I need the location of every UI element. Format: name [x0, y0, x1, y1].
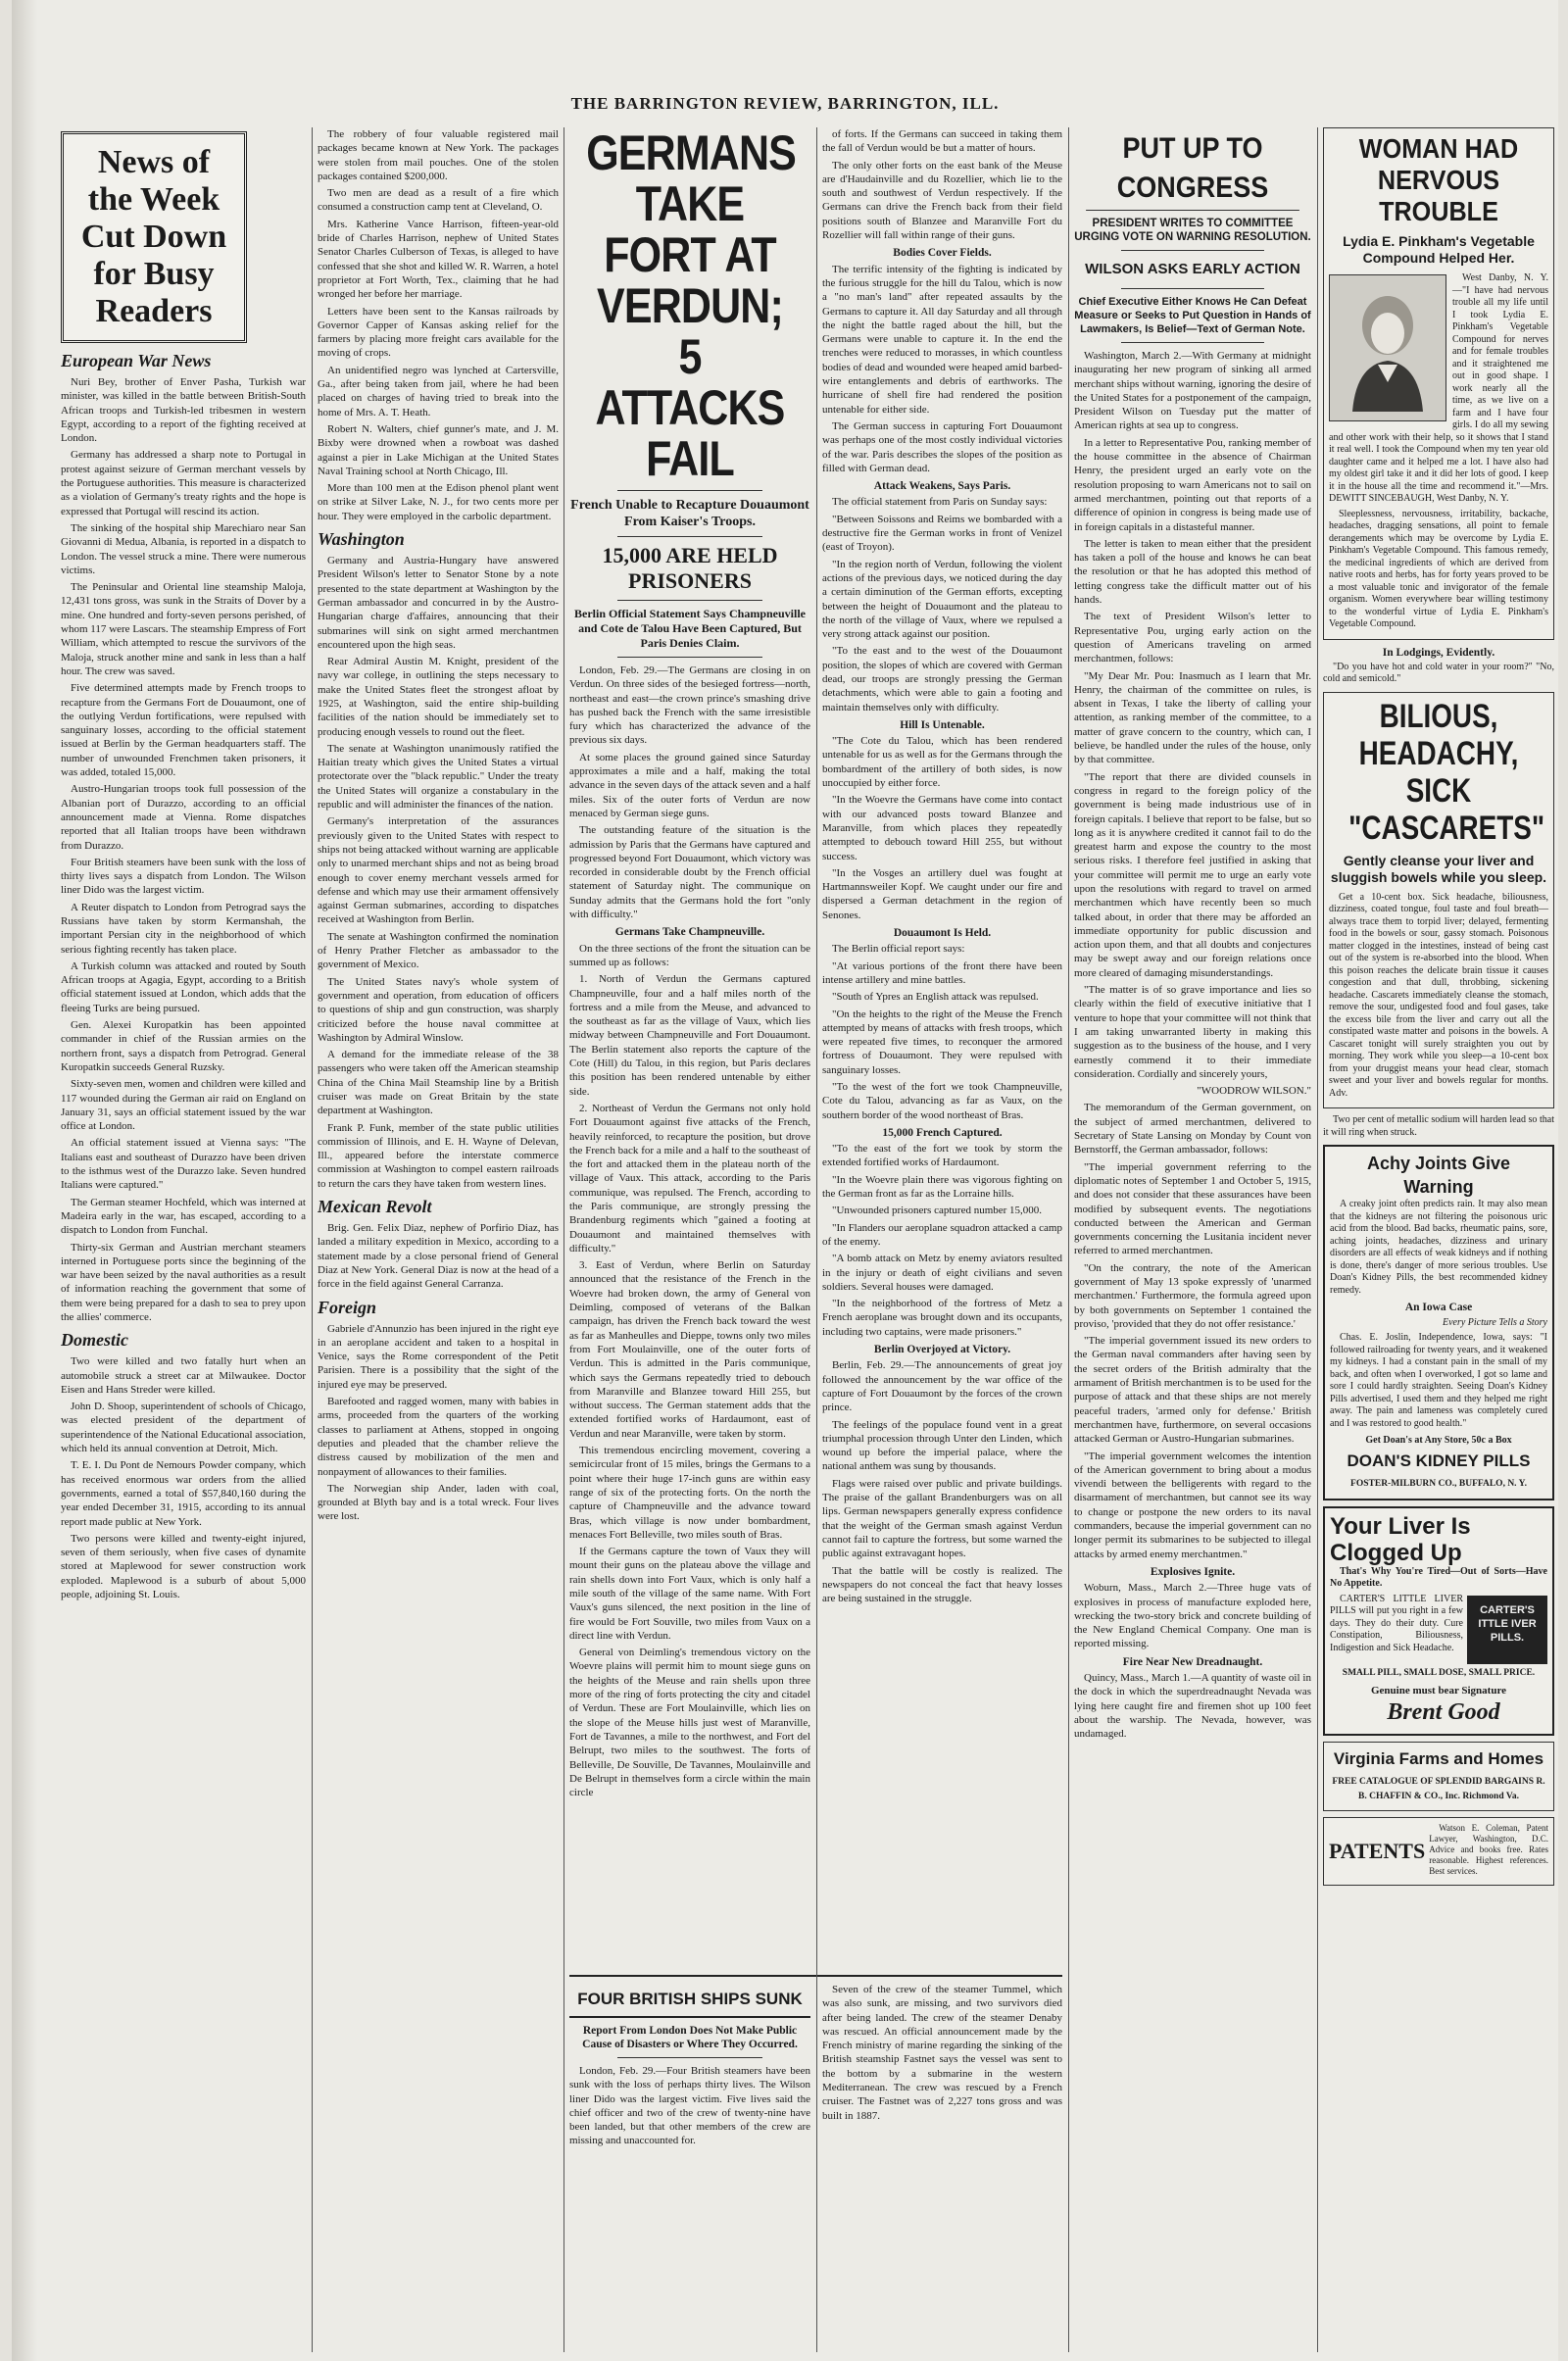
portrait-illustration [1329, 274, 1446, 421]
article-paragraph: "The matter is of so grave importance and lies so clearly within the field of executive initiative that I venture to hope that your committee will not think that I am taking unwarranted liberty in making this suggestion as to the business of the house, and I very earnestly commend it to their immediate consideration. Cordially and sincerely yours, [1074, 984, 1311, 1080]
article-paragraph: Seven of the crew of the steamer Tummel, which was also sunk, are missing, and two survivors died after being landed. The crew of the steamer Denaby was rescued. An official announcement made by the French ministry of marine regarding the sinking of the British steamship Fastnet says the vessel was sent to the bottom by a submarine in the western Mediterranean. The crew was rescued by a French cruiser. The Fastnet was of 2,227 tons gross and was built in 1887. [822, 1984, 1062, 2122]
divider [617, 2057, 762, 2058]
news-item: Rear Admiral Austin M. Knight, president of the navy war college, in outlining the steps necessary to make the United States fleet the strongest afloat by 1925, at Washington, said the entire ship-building facilities of the nation should be immediately set to producing enough vessels to round out the fleet. [318, 656, 559, 738]
article-paragraph: London, Feb. 29.—The Germans are closing in on Verdun. On three sides of the besieged fortress—north, northeast and east—the crown prince's smashing drive has pushed back the French with the same irresistible fury which has characterized the advance of the previous six days. [569, 664, 810, 747]
news-item: T. E. I. Du Pont de Nemours Powder company, which has received enormous war orders from the allied governments, earned a total of $57,840,160 during the year ended December 31, 1915, according to its annual report made public at New York. [61, 1459, 306, 1528]
deck: French Unable to Recapture Douaumont From Kaiser's Troops. [570, 498, 809, 529]
news-item: A demand for the immediate release of the 38 passengers who were taken off the American steamship China of the China Mail Steamship line by a British cruiser was made on Great Britain by the state department at Washington. [318, 1049, 559, 1117]
ad-subline: That's Why You're Tired—Out of Sorts—Have No Appetite. [1330, 1565, 1547, 1590]
ad-signature-label: Genuine must bear Signature [1370, 1684, 1507, 1697]
column-rule [1068, 127, 1069, 2352]
divider [617, 490, 762, 491]
ad-headline: PATENTS [1329, 1838, 1426, 1863]
section-heading: European War News [61, 351, 212, 370]
divider [617, 536, 762, 537]
article-paragraph: This tremendous encircling movement, covering a semicircular front of 15 miles, brings the Germans to a point where their huge 17-inch guns are within easy range of six of the protecting forts. On the north the capture of Champneuville and the advance toward Bras, which village is now under bombardment, menaces Fort Belleville, two miles south of Bras. [569, 1445, 810, 1541]
news-item: Brig. Gen. Felix Diaz, nephew of Porfirio Diaz, has landed a military expedition in Mexico, according to a statement made by a close personal friend of General Diaz at New York. General Diaz is now at the head of a force in the field against General Carranza. [318, 1222, 559, 1291]
news-item: The United States navy's whole system of government and operation, from education of officers to questions of ship and gun construction, was sharply criticized before the house naval committee at Washington by Admiral Winslow. [318, 975, 559, 1044]
article-paragraph: On the three sections of the front the situation can be summed up as follows: [569, 942, 810, 968]
article-paragraph: "The imperial government issued its new orders to the German naval commanders after having seen by the secret orders of the British admiralty that the armament of British merchantmen is to be used for the purpose of attack and that these ships are not merely peaceful traders, 'armed only for defense.' British merchantmen have, furthermore, on several occasions attacked German or Austro-Hungarian submarines. [1074, 1335, 1311, 1446]
signature-line: "WOODROW WILSON." [1197, 1085, 1311, 1098]
news-item: Mrs. Katherine Vance Harrison, fifteen-year-old bride of Charles Harrison, nephew of United States Senator Charles Culberson of Texas, is alleged to have confessed that she shot and killed W. R. Warren, a hotel proprietor at Fort Worth, Tex., claiming that he had wronged her before her marriage. [318, 218, 559, 301]
article-paragraph: "At various portions of the front there have been intense artillery and mine battles. [822, 959, 1062, 986]
ad-patents [1323, 1817, 1554, 1886]
news-item: A Reuter dispatch to London from Petrograd says the Russians have taken by storm Kermanshah, the important Persian city in the neighborhood of which serious fighting recently has taken place. [61, 901, 306, 956]
article-paragraph: "To the west of the fort we took Champneuville, Cote du Talou, advancing as far as Vaux, on the southern border of the wood northeast of Bras. [822, 1081, 1062, 1121]
article-paragraph: "My Dear Mr. Pou: Inasmuch as I learn that Mr. Henry, the chairman of the committee on rules, is absent in Texas, I take the liberty of calling your attention, as ranking member of the committee, to a matter of grave concern to the country, which can, I believe, be handled under the rules of the house, only by that committee. [1074, 669, 1311, 766]
subheading: 15,000 French Captured. [882, 1126, 1003, 1139]
article-paragraph: "In the Woevre plain there was vigorous fighting on the German front as far as the Lorraine hills. [822, 1173, 1062, 1201]
article-paragraph: Washington, March 2.—With Germany at midnight inaugurating her new program of sinking all armed merchant ships without warning, ignoring the desire of the United States for a postponement of the campaign, President Wilson on Tuesday put the matter of American rights at sea up to congress. [1074, 350, 1311, 432]
article-paragraph: "In the Vosges an artillery duel was fought at Hartmannsweiler Kopf. We caught under our fire and dispersed a German detachment in the region of Senones. [822, 866, 1062, 921]
news-item: More than 100 men at the Edison phenol plant went on strike at Silver Lake, N. J., for two cents more per hour. They were employed in the carbolic department. [318, 482, 559, 522]
article-paragraph: "A bomb attack on Metz by enemy aviators resulted in the injury or death of eight civilians and seven soldiers. Several houses were damaged. [822, 1253, 1062, 1293]
article-paragraph: "South of Ypres an English attack was repulsed. [832, 991, 1039, 1004]
ad-body: West Danby, N. Y.—"I have had nervous trouble all my life until I took Lydia E. Pinkham's Vegetable Compound for nerves and for female troubles and it straightened me out in good shape. I work nearly all the time, as we live on a farm and I have four girls. I do all my sewing and other work with their help, so it shows that I stand it real well. I took the Compound when my ten year old daughter came and it helped me a lot. I have also had my oldest girl take it and it did her lots of good. I keep it in the house all the time and recommend it."—Mrs. DEWITT SINCEBAUGH, West Danby, N. Y. [1329, 272, 1548, 504]
filler-text: "Do you have hot and cold water in your room?" "No, cold and semicold." [1323, 661, 1554, 685]
column-rule [1317, 127, 1318, 2352]
column-2 [318, 127, 559, 2352]
news-item: Gabriele d'Annunzio has been injured in the right eye in an aeroplane accident and taken to a hospital in Venice, says the Rome correspondent of the Petit Parisien. There is a possibility that the sight of the injured eye may be preserved. [318, 1322, 559, 1391]
article-paragraph: 2. Northeast of Verdun the Germans not only hold Fort Douaumont against five attacks of the French, heavily reinforced, to recapture the position, but drove the French back for a mile and a half to the southeast of the fort and attacked them in the plateau north of the village of Vaux. This attack, according to the Paris communique, was repulsed. The French, according to the Paris communique, are strongly pressing the Brandenburg regiments which "gained a footing at Douaumont and maintained themselves with difficulty." [569, 1102, 810, 1254]
article-paragraph: The official statement from Paris on Sunday says: [832, 496, 1048, 509]
article-paragraph: The feelings of the populace found vent in a great triumphal procession through Unter den Linden, which wound up before the imperial palace, where the national anthem was sung by thousands. [822, 1418, 1062, 1473]
article-paragraph: "Unwounded prisoners captured number 15,000. [832, 1205, 1043, 1217]
ad-deck: Lydia E. Pinkham's Vegetable Compound Helped Her. [1343, 233, 1535, 266]
article-paragraph: The only other forts on the east bank of the Meuse are d'Haudainville and du Rozellier, which lie to the south and southwest of Verdun respectively. If the Germans can drive the French back from their field positions south of Blanzee and Maranville Fort du Rozellier will fall within range of their guns. [822, 159, 1062, 242]
ad-body: Get a 10-cent box. Sick headache, biliousness, dizziness, coated tongue, foul taste and foul breath—always trace them to torpid liver; delayed, fermenting food in the bowels or sour, gassy stomach. Poisonous matter clogged in the intestines, instead of being cast out of the system is re-absorbed into the blood. When this poison reaches the delicate brain tissue it causes congestion and that dull, throbbing, sickening headache. Cascarets immediately cleanse the stomach, remove the sour, undigested food and foul gases, take the excess bile from the liver and carry out all the constipated waste matter and poisons in the bowels. A Cascaret tonight will surely straighten you out by morning. They work while you sleep—a 10-cent box from your druggist means your head clear, stomach sweet and your liver and bowels regular for months. Adv. [1329, 891, 1548, 1099]
news-item: Letters have been sent to the Kansas railroads by Governor Capper of Kansas asking relief for the farmers by placing more freight cars available for the moving of crops. [318, 305, 559, 360]
section-heading: Domestic [61, 1330, 128, 1351]
article-paragraph: "In the neighborhood of the fortress of Metz a French aeroplane was brought down and its occupants, including two captains, were made prisoners." [822, 1298, 1062, 1338]
news-item: An unidentified negro was lynched at Cartersville, Ga., after being taken from jail, where he had been placed on charges of having tried to break into the home of Mrs. A. T. Heath. [318, 364, 559, 418]
news-item: Four British steamers have been sunk with the loss of thirty lives says a dispatch from London. The Wilson liner Dido was the largest victim. [61, 856, 306, 897]
article-paragraph: "The imperial government welcomes the intention of the American government to bring about a modus vivendi between the belligerents with regard to the disarmament of merchantmen, but cannot see its way to change or postpone the new orders to its naval commanders, because the imperial government can no longer permit its submarines to be subjected to illegal attacks by armed enemy merchantmen." [1074, 1450, 1311, 1560]
article-paragraph: The outstanding feature of the situation is the admission by Paris that the Germans have captured and progressed beyond Fort Douaumont, which victory was recorded in considerable doubt by the French official statement of Saturday night. The communique on Sunday admits that the Germans hold the fort "only with difficulty." [569, 824, 810, 921]
ad-headline: Virginia Farms and Homes [1333, 1749, 1544, 1769]
article-paragraph: In a letter to Representative Pou, ranking member of the house committee in the absence of Chairman Henry, the president urged an early vote on the resolution proposing to warn Americans not to sail on armed merchantmen, pointing out that reports of a difference of opinion in congress is being made use of in foreign capitals in a distasteful manner. [1074, 436, 1311, 533]
ad-carters [1323, 1506, 1554, 1737]
news-item: Germany and Austria-Hungary have answered President Wilson's letter to Senator Stone by a note presented to the state department at Washington by the German ambassador and concurred in by the Austro-Hungarian charge d'affaires, announcing that their submarines will sink on sight armed merchantmen encountered upon the high seas. [318, 555, 559, 651]
headline-wilson-asks: WILSON ASKS EARLY ACTION [1085, 261, 1300, 277]
ad-body: A creaky joint often predicts rain. It may also mean that the kidneys are not filtering the poisonous uric acid from the blood. Bad backs, rheumatic pains, sore, aching joints, headaches, dizziness and urinary disorders are all effects of weak kidneys and if nothing is done, there's danger of more serious troubles. Use Doan's Kidney Pills, the best recommended kidney remedy. [1330, 1199, 1547, 1296]
news-item: The sinking of the hospital ship Marechiaro near San Giovanni di Medua, Albania, is reported in a dispatch to London. The vessel struck a mine. There were numerous victims. [61, 521, 306, 576]
article-paragraph: Woburn, Mass., March 2.—Three huge vats of explosives in process of manufacture exploded here, wrecking the two-story brick and concrete building of the New England Chemical Company. One man is reported missing. [1074, 1582, 1311, 1650]
pill-box-illustration: CARTER'S ITTLE IVER PILLS. [1467, 1596, 1547, 1664]
page-fold-shadow [12, 0, 37, 2361]
news-item: Germany's interpretation of the assurances previously given to the United States with respect to ships not being attacked without warning are applicable only to unarmed merchant ships and not as being broad enough to cover enemy merchant vessels armed for defense and which may use their armament offensively against German submarines, according to dispatches received at Washington from Berlin. [318, 815, 559, 926]
ad-footer: SMALL PILL, SMALL DOSE, SMALL PRICE. [1342, 1667, 1536, 1678]
article-paragraph: of forts. If the Germans can succeed in taking them the fall of Verdun would be but a matter of hours. [822, 128, 1062, 155]
news-item: The German steamer Hochfeld, which was interned at Madeira early in the war, has escaped, according to a dispatch to London from Funchal. [61, 1196, 306, 1237]
ad-subheading: An Iowa Case [1404, 1302, 1473, 1314]
ad-headline: Your Liver Is Clogged Up [1330, 1512, 1471, 1566]
news-item: The senate at Washington confirmed the nomination of Henry Prather Fletcher as ambassador to the government of Mexico. [318, 930, 559, 971]
deck: PRESIDENT WRITES TO COMMITTEE URGING VOTE ON WARNING RESOLUTION. [1074, 218, 1311, 243]
news-item: An official statement issued at Vienna says: "The Italians east and southeast of Durazzo have been driven to the isthmus west of the Durazzo lake. Seven hundred Italians were captured." [61, 1137, 306, 1192]
news-item: Two were killed and two fatally hurt when an automobile struck a street car at Milwaukee. Doctor Eisen and Hans Streder were killed. [61, 1355, 306, 1396]
ad-headline: Achy Joints Give Warning [1366, 1154, 1511, 1198]
ad-pinkham [1323, 127, 1554, 640]
subheading: Germans Take Champneuville. [614, 926, 765, 939]
news-item: Thirty-six German and Austrian merchant steamers interned in Portuguese ports since the beginning of the war have been seized by the naval authorities as a result of information reaching the government that some of them were being prepared for a dash to sea to prey upon the allies' commerce. [61, 1241, 306, 1323]
article-paragraph: That the battle will be costly is realized. The newspapers do not conceal the fact that heavy losses are being sustained in the struggle. [822, 1564, 1062, 1605]
article-paragraph: The memorandum of the German government, on the subject of armed merchantmen, delivered to Secretary of State Lansing on Monday by Count von Bernstorff, the German ambassador, follows: [1074, 1102, 1311, 1156]
subheading: Berlin Overjoyed at Victory. [873, 1344, 1011, 1356]
headline-put-up-to-congress: PUT UP TO CONGRESS [1086, 127, 1299, 211]
article-paragraph: "In the region north of Verdun, following the violent actions of the previous days, we noticed during the day a certain diminution of the German efforts, excepting between the height of Douaumont and the plateau to the north of the village of Vaux, where we repulsed a very strong attack against our position. [822, 558, 1062, 641]
article-paragraph: Berlin, Feb. 29.—The announcements of great joy followed the announcement by the war office of the capture of Fort Douaumont by the forces of the crown prince. [822, 1359, 1062, 1414]
subheading: Fire Near New Dreadnaught. [1122, 1655, 1263, 1668]
article-paragraph: "The Cote du Talou, which has been rendered untenable for us as well as for the Germans through the bombardment of the artillery of both sides, is now unoccupied by either force. [822, 735, 1062, 790]
article-paragraph: "In Flanders our aeroplane squadron attacked a camp of the enemy. [822, 1221, 1062, 1248]
ad-body: Watson E. Coleman, Patent Lawyer, Washington, D.C. Advice and books free. Rates reasonable. Highest references. Best services. [1429, 1822, 1548, 1876]
subheading: Douaumont Is Held. [893, 927, 992, 940]
news-item: Two persons were killed and twenty-eight injured, seven of them seriously, when five cases of dynamite stored at Maplewood for sewer construction work exploded. Maplewood is a suburb of about 5,000 people, adjoining St. Louis. [61, 1532, 306, 1601]
article-paragraph: London, Feb. 29.—Four British steamers have been sunk with the loss of perhaps thirty lives. The Wilson liner Dido was the largest victim. Five lives said the chief officer and two of the crew of twenty-nine have been landed, but that other members of the crew are missing and unaccounted for. [569, 2065, 810, 2147]
deck: Report From London Does Not Make Public Cause of Disasters or Where They Occurred. [582, 2025, 798, 2050]
section-heading: Washington [318, 529, 405, 550]
filler-text: Two per cent of metallic sodium will harden lead so that it will ring when struck. [1323, 1114, 1554, 1138]
headline-germans-take-fort: GERMANS TAKE FORT AT VERDUN; 5 ATTACKS FAIL [586, 127, 796, 486]
news-item: The senate at Washington unanimously ratified the Haitian treaty which gives the United States a virtual protectorate over the "black republic." Under the treaty the United States will organize a constabulary in the republic and will administer the finances of the nation. [318, 742, 559, 812]
ad-maker: FOSTER-MILBURN CO., BUFFALO, N. Y. [1350, 1479, 1527, 1490]
article-paragraph: Quincy, Mass., March 1.—A quantity of waste oil in the dock in which the superdreadnaught Nevada was lying here caught fire and firemen shot up 100 feet about the warship. The Nevada, however, was undamaged. [1074, 1672, 1311, 1741]
ad-doans [1323, 1145, 1554, 1500]
article-paragraph: "On the contrary, the note of the American government of May 13 spoke expressly of 'unarmed merchantmen.' Furthermore, the formula agreed upon by both governments on September 1 contained the proviso, 'provided that they do not offer resistance.' [1074, 1261, 1311, 1330]
news-item: Germany has addressed a sharp note to Portugal in protest against seizure of German merchant vessels by the Portuguese authorities. This measure is characterized as a violation of Germany's treaty rights and the hope is expressed that Portugal will rescind its action. [61, 449, 306, 517]
headline-four-ships: FOUR BRITISH SHIPS SUNK [569, 1987, 810, 2018]
masthead: THE BARRINGTON REVIEW, BARRINGTON, ILL. [570, 94, 1000, 113]
news-item: Austro-Hungarian troops took full possession of the Albanian port of Durazzo, according to an official announcement made at Vienna. Rome dispatches reported that all Italian troops have been withdrawn from Durazzo. [61, 783, 306, 852]
article-paragraph: The German success in capturing Fort Douaumont was perhaps one of the most costly individual victories of the war. Paris describes the slopes of the position as filled with German dead. [822, 419, 1062, 474]
article-paragraph: "In the Woevre the Germans have come into contact with our advanced posts toward Blanzee and Maranville, from which places they repeatedly attempted to debouch toward Hill 255, but without success. [822, 794, 1062, 862]
ad-headline: BILIOUS, HEADACHY, SICK "CASCARETS" [1348, 697, 1545, 847]
news-item: Five determined attempts made by French troops to recapture from the Germans Fort de Douaumont, one of the outlying Verdun fortifications, were repulsed with sanguinary losses, according to the official statement issued at Berlin by the German headquarters staff. The number of unwounded Frenchmen taken prisoners, it was added, totaled 15,000. [61, 682, 306, 779]
news-item: Barefooted and ragged women, many with babies in arms, proceeded from the quarters of the working classes to parliament at Athens, stopped in ongoing deputies and pleaded that the chamber relieve the distress caused by mobilization of the men and nonpayment of allowances to their families. [318, 1396, 559, 1478]
news-item: Nuri Bey, brother of Enver Pasha, Turkish war minister, was killed in the battle between British-South African troops and Turkish-led tribesmen in western Egypt, according to a report of the fighting received at London. [61, 376, 306, 445]
subheading: Explosives Ignite. [1150, 1565, 1236, 1578]
signature-script: Brent Good [1387, 1699, 1500, 1726]
article-paragraph: "On the heights to the right of the Meuse the French attempted by means of attacks with fresh troops, which were repeated five times, to reconquer the armored fortress of Douaumont. They were repulsed with sanguinary losses. [822, 1008, 1062, 1076]
section-heading: Mexican Revolt [318, 1197, 432, 1217]
subheading: Bodies Cover Fields. [893, 247, 992, 260]
filler-heading: In Lodgings, Evidently. [1382, 646, 1495, 659]
divider [1121, 250, 1263, 251]
column-1 [61, 127, 306, 2352]
article-paragraph: General von Deimling's tremendous victory on the Woevre plains will permit him to mount siege guns on the heights of the Meuse and rain shells upon three more of the ring of forts protecting the city and citadel of Verdun. These are Fort Moulainville, which lies on the slope of the Meuse hills just west of Maranville, Fort de Tavannes, a mile to the northwest, and Fort del Belrupt, two miles to the southwest. The forts of Belleville, De Souville, De Tavannes, Moulainville and De Belrupt in themselves form a circle within the main circle [569, 1647, 810, 1799]
news-item: The Norwegian ship Ander, laden with coal, grounded at Blyth bay and is a total wreck. Four lives were lost. [318, 1482, 559, 1523]
section-heading: Foreign [318, 1297, 377, 1317]
article-paragraph: The text of President Wilson's letter to Representative Pou, urging early action on the question of Americans traveling on armed merchantmen, follows: [1074, 611, 1311, 665]
article-paragraph: The Berlin official report says: [832, 943, 965, 956]
news-item: Two men are dead as a result of a fire which consumed a construction camp tent at Cleveland, O. [318, 187, 559, 214]
ad-cascarets [1323, 692, 1554, 1109]
ad-brand: DOAN'S KIDNEY PILLS [1347, 1451, 1531, 1471]
news-item: John D. Shoop, superintendent of schools of Chicago, was elected president of the department of superintendence of the National Educational association, which held its annual convention at Detroit, Mich. [61, 1401, 306, 1455]
news-item: Frank P. Funk, member of the state public utilities commission of Illinois, and E. H. Wayne of Delevan, Ill., appeared before the interstate commerce commission at Washington to compel eastern railroads to return the cars they have taken from western lines. [318, 1121, 559, 1190]
headline-prisoners: 15,000 ARE HELD PRISONERS [602, 543, 778, 593]
ad-headline: WOMAN HAD NERVOUS TROUBLE [1358, 133, 1519, 226]
ad-deck: Gently cleanse your liver and sluggish bowels while you sleep. [1330, 852, 1547, 885]
column-rule [312, 127, 313, 2352]
column-5 [1074, 127, 1311, 2352]
divider [1121, 288, 1263, 289]
ad-body: FREE CATALOGUE OF SPLENDID BARGAINS R. B. CHAFFIN & CO., Inc. Richmond Va. [1332, 1777, 1545, 1801]
article-paragraph: "To the east of the fort we took by storm the extended fortified works of Hardaumont. [822, 1143, 1062, 1169]
ad-body: Sleeplessness, nervousness, irritability, backache, headaches, dragging sensations, all point to female derangements which may be overcome by Lydia E. Pinkham's Vegetable Compound. This famous remedy, the medicinal ingredients of which are derived from native roots and herbs, has for forty years proved to be a most valuable tonic and invigorator of the female organism. Women everywhere bear willing testimony to the wonderful virtue of Lydia E. Pinkham's Vegetable Compound. [1329, 508, 1548, 629]
article-paragraph: 3. East of Verdun, where Berlin on Saturday announced that the resistance of the French in the Woevre had broken down, the army of General von Deimling, composed of veterans of the Balkan campaign, has driven the French back toward the west as far as Manheulles and Dieppe, towns only two miles from Fort Moulainville, one of the outer forts of Verdun. This is admitted in the Paris communique, which says the Germans repeatedly tried to debouch from Maranville and Blanzee toward Hill 255, but without success. The German statement adds that the extended fortified works of Hardaumont, east of Verdun and near Maranville, were taken by storm. [569, 1259, 810, 1440]
ad-price: Get Doan's at Any Store, 50c a Box [1365, 1435, 1512, 1447]
article-paragraph: Flags were raised over public and private buildings. The praise of the gallant Brandenburgers was on all lips. German newspapers generally express confidence that the weight of the German smash against Verdun cannot fail to capture the fortress, but some warned the public against extravagant hopes. [822, 1477, 1062, 1560]
ships-story-right [822, 1983, 1062, 2123]
news-box-title: News of the Week Cut Down for Busy Readers [61, 131, 247, 343]
article-paragraph: "The report that there are divided counsels in congress in regard to the foreign policy of the government is being made industrious use of in foreign capitals. I believe that report to be false, but so long as it is anywhere credited it cannot fail to do the greatest harm and expose the country to the most serious risks. I therefore feel justified in asking that your committee will permit me to urge an early vote upon the resolutions with regard to travel on armed merchantmen which have recently been so much talked about, in order that there may be afforded an immediate opportunity for public discussion and action upon them, and that all doubts and conjectures may be swept away and our foreign relations once more cleared of damaging misunderstandings. [1074, 770, 1311, 979]
news-item: Gen. Alexei Kuropatkin has been appointed commander in chief of the Russian armies on the northern front, says a dispatch from Petrograd. General Kuropatkin succeeds General Ruzsky. [61, 1019, 306, 1073]
news-item: Sixty-seven men, women and children were killed and 117 wounded during the German air raid on England on January 31, says an official statement issued by the war office at London. [61, 1078, 306, 1133]
ad-tagline: Every Picture Tells a Story [1442, 1316, 1547, 1328]
divider [617, 600, 762, 601]
column-rule [816, 127, 817, 2352]
news-item: A Turkish column was attacked and routed by South African troops at Agagia, Egypt, according to a British official statement issued at London, which adds that the fleeing Turks are being pursued. [61, 959, 306, 1014]
article-paragraph: "To the east and to the west of the Douaumont position, the slopes of which are covered with German dead, our troops are strongly pressing the German detachments, which were able to gain a footing and maintain themselves only with difficulty. [822, 645, 1062, 713]
article-paragraph: If the Germans capture the town of Vaux they will mount their guns on the plateau above the village and rain shells down into Fort Vaux, which is only half a mile south of the village of the same name. With Fort Vaux's guns silenced, the next position in the line of fire would be Fort Souville, two miles from Vaux on a direct line with Verdun. [569, 1546, 810, 1642]
ad-body: Chas. E. Joslin, Independence, Iowa, says: "I followed railroading for twenty years, and it weakened my kidneys. I had a constant pain in the small of my back, and often when I overworked, I got so lame and sore I could hardly straighten. Seeing Doan's Kidney Pills advertised, I used them and they helped me right away. The pain and lameness was completely cured and I was restored to good health." [1330, 1332, 1547, 1429]
subheading: Attack Weakens, Says Paris. [873, 480, 1011, 493]
article-paragraph: "Between Soissons and Reims we bombarded with a destructive fire the German works in front of Venizel (east of Troyon). [822, 513, 1062, 554]
news-item: Robert N. Walters, chief gunner's mate, and J. M. Bixby were drowned when a rowboat was dashed against a pier in Lake Michigan at the United States Naval Training school at North Chicago, Ill. [318, 422, 559, 477]
subheading: Hill Is Untenable. [900, 718, 985, 731]
column-6-ads [1323, 127, 1554, 2352]
article-paragraph: 1. North of Verdun the Germans captured Champneuville, four and a half miles north of the fortress and a mile from the Meuse, and advanced to the southeast as far as the village of Vaux, which lies midway between Champneuville and Fort Douaumont. The Berlin statement also reports the capture of the Cote (Hill) du Talou, in this region, but Paris declares this position has been rendered untenable by either side. [569, 973, 810, 1098]
ships-story-left [569, 1981, 810, 2148]
woman-portrait-icon [1339, 284, 1437, 412]
ad-virginia-farms [1323, 1742, 1554, 1811]
news-item: The Peninsular and Oriental line steamship Maloja, 12,431 tons gross, was sunk in the Straits of Dover by a mine. One hundred and forty-seven persons perished, of whom 117 were Lascars. The steamship Empress of Fort William, which attempted to rescue the survivors of the Maloja, struck another mine and sank in less than a half hour. The crew was saved. [61, 581, 306, 677]
deck: Chief Executive Either Knows He Can Defeat Measure or Seeks to Put Question in Hands of Lawmakers, Is Belief—Text of German Note. [1074, 296, 1311, 335]
newspaper-page [12, 0, 1558, 2361]
article-paragraph: "The imperial government referring to the diplomatic notes of September 1 and October 5, 1915, and does not consider that these assurances have been modified by subsequent events. The negotiations conducted between the American and German governments concerning the Lusitania incident never referred to armed merchantmen. [1074, 1160, 1311, 1257]
deck: Berlin Official Statement Says Champneuville and Cote de Talou Have Been Captured, But Paris Denies Claim. [574, 607, 806, 650]
news-item: The robbery of four valuable registered mail packages became known at New York. The packages were stolen from mail pouches. One of the stolen packages contained $200,000. [318, 128, 559, 182]
ad-body: CARTER'S LITTLE LIVER PILLS will put you right in a few days. They do their duty. Cure Constipation, Biliousness, Indigestion and Sick Headache. [1330, 1593, 1463, 1653]
article-paragraph: The terrific intensity of the fighting is indicated by the furious struggle for the hill du Talou, which is now a "no man's land" after repeated assaults by the Germans to capture it. All day Saturday and all through the night the battle raged about the hill, but the Germans were unable to capture it. In the end the trenches were reduced to morasses, in which countless bodies of dead and wounded were heaped amid barbed-wire entanglements and debris of earthworks. The hurricane of shell fire had rendered the position untenable for either side. [822, 263, 1062, 416]
article-paragraph: At some places the ground gained since Saturday approximates a mile and a half, making the total advance in the seven days of the attack seven and a half miles. Six of the outer forts of Verdun are now menaced by German siege guns. [569, 751, 810, 819]
divider [1121, 342, 1263, 343]
divider [617, 657, 762, 658]
article-paragraph: The letter is taken to mean either that the president has taken a poll of the house and knows he can beat the resolution or that he has adopted this method of letting congress take the difficult matter out of his hands. [1074, 537, 1311, 607]
